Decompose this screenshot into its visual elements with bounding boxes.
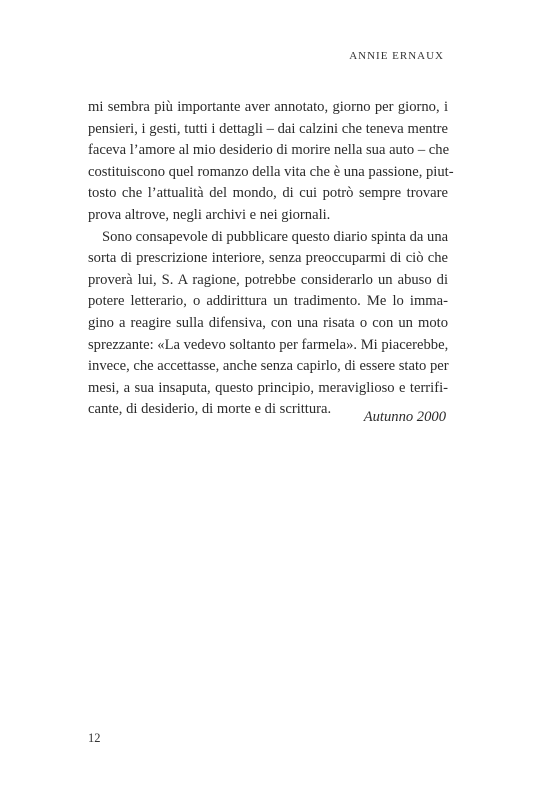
signoff-date: Autunno 2000 — [363, 409, 446, 425]
text-line: cante, di desiderio, di morte e di scrittura. — [88, 401, 332, 418]
running-head: ANNIE ERNAUX — [349, 50, 444, 62]
text-line: potere letterario, o addirittura un tradimento. Me lo imma- — [88, 293, 448, 310]
text-line: sprezzante: «La vedevo soltanto per farmela». Mi piacerebbe, — [88, 336, 449, 353]
body-text — [88, 97, 454, 421]
text-line: tosto che l’attualità del mondo, di cui potrò sempre trovare — [88, 185, 448, 202]
page-number: 12 — [88, 731, 101, 745]
text-line: prova altrove, negli archivi e nei giornali. — [88, 206, 331, 223]
text-line: Sono consapevole di pubblicare questo diario spinta da una — [102, 228, 449, 245]
text-line: proverà lui, S. A ragione, potrebbe considerarlo un abuso di — [88, 271, 448, 288]
paragraph-1 — [88, 97, 454, 227]
text-line: faceva l’amore al mio desiderio di morire nella sua auto – che — [88, 142, 450, 159]
text-line: costituiscono quel romanzo della vita che è una passione, piut- — [88, 163, 454, 180]
text-line: sorta di prescrizione interiore, senza preoccuparmi di ciò che — [88, 250, 448, 267]
text-line: mi sembra più importante aver annotato, giorno per giorno, i — [88, 99, 448, 115]
paragraph-2 — [88, 227, 448, 421]
text-line: pensieri, i gesti, tutti i dettagli – dai calzini che teneva mentre — [88, 120, 448, 137]
text-line: gino a reagire sulla difensiva, con una risata o con un moto — [88, 314, 448, 331]
text-line: mesi, a sua insaputa, questo principio, meraviglioso e terrifi- — [88, 379, 448, 396]
text-line: invece, che accettasse, anche senza capirlo, di essere stato per — [88, 358, 449, 375]
